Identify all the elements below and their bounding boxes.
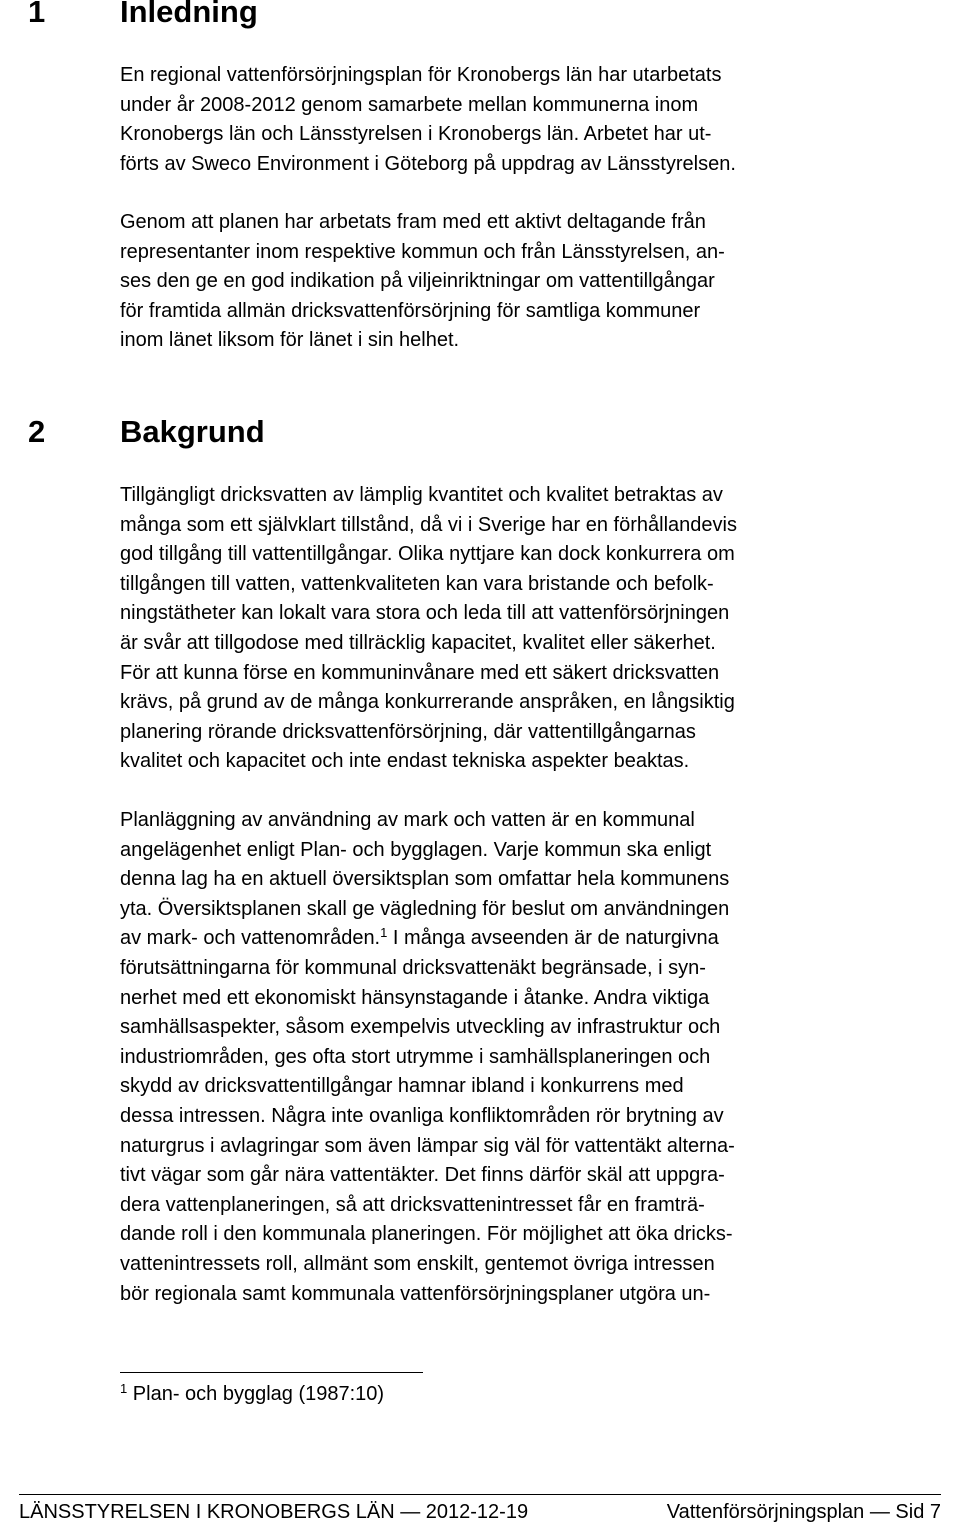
footnote-number: 1	[120, 1381, 128, 1396]
footnote-marker: 1	[380, 925, 388, 941]
section-title: Bakgrund	[120, 414, 265, 449]
footnote-separator	[120, 1372, 423, 1373]
paragraph-intro-1: En regional vattenförsörjningsplan för Kronobergs län har utarbetats under år 2008-2012 genom samarbete mellan kommunerna inom Kronobergs län och Länsstyrelsen i Kronobergs län. Arbetet har ut- förts av Sweco Environment i Göteborg på uppdrag av Länsstyrelsen.	[120, 64, 736, 175]
footnote-reference-line: av mark- och vattenområden.$^1$ I många avseenden är de naturgivna	[120, 925, 719, 950]
footnote-text: Plan- och bygglag (1987:10)	[127, 1383, 385, 1405]
paragraph-background-1: Tillgängligt dricksvatten av lämplig kvantitet och kvalitet betraktas av många som ett självklart tillstånd, då vi i Sverige har en förhållandevis god tillgång till vattentillgångar. Olika nyttjare kan dock konkurrera om tillgången till vatten, vattenkvaliteten kan vara bristande och befolk- ningstätheter kan lokalt vara stora och leda till att vattenförsörjningen är svår att tillgodose med tillräcklig kapacitet, kvalitet eller säkerhet. För att kunna förse en kommuninvånare med ett säkert dricksvatten krävs, på grund av de många konkurrerande anspråken, en långsiktig planering rörande dricksvattenförsörjning, där vattentillgångarnas kvalitet och kapacitet och inte endast tekniska aspekter beaktas.	[120, 484, 737, 773]
footnote	[120, 1380, 384, 1408]
footer-left: LÄNSSTYRELSEN I KRONOBERGS LÄN — 2012-12-19	[19, 1501, 529, 1523]
paragraph-intro-2: Genom att planen har arbetats fram med ett aktivt deltagande från representanter inom respektive kommun och från Länsstyrelsen, an- ses den ge en god indikation på viljeinriktningar om vattentillgångar för framtida allmän dricksvattenförsörjning för samtliga kommuner inom länet liksom för länet i sin helhet.	[120, 211, 725, 352]
footer-separator	[19, 1494, 941, 1495]
section-number: 1	[28, 0, 46, 29]
paragraph-background-2: Planläggning av användning av mark och vatten är en kommunal angelägenhet enligt Plan- och bygglagen. Varje kommun ska enligt denna lag ha en aktuell översiktsplan som omfattar hela kommunens yta. Översiktsplanen skall ge vägledning för beslut om användningen av mark- och vattenområden.$^1$ I många avseenden är de naturgivna förutsättningarna för kommunal dricksvattenäkt begränsade, i syn- nerhet med ett ekonomiskt hänsynstagande i åtanke. Andra viktiga samhällsaspekter, såsom exempelvis utveckling av infrastruktur och industriområden, ges ofta stort utrymme i samhällsplaneringen och skydd av dricksvattentillgångar hamnar ibland i konkurrens med dessa intressen. Några inte ovanliga konfliktområden rör brytning av naturgrus i avlagringar som även lämpar sig väl för vattentäkt alterna- tivt vägar som går nära vattentäkter. Det finns därför skäl att uppgra- dera vattenplaneringen, så att dricksvattenintresset får en framträ- dande roll i den kommunala planeringen. För möjlighet att öka dricks- vattenintressets roll, allmänt som enskilt, gentemot övriga intressen bör regionala samt kommunala vattenförsörjningsplaner utgöra un-	[120, 809, 735, 1305]
section-number: 2	[28, 414, 46, 449]
section-title: Inledning	[120, 0, 258, 29]
footer-right: Vattenförsörjningsplan — Sid 7	[666, 1501, 941, 1523]
